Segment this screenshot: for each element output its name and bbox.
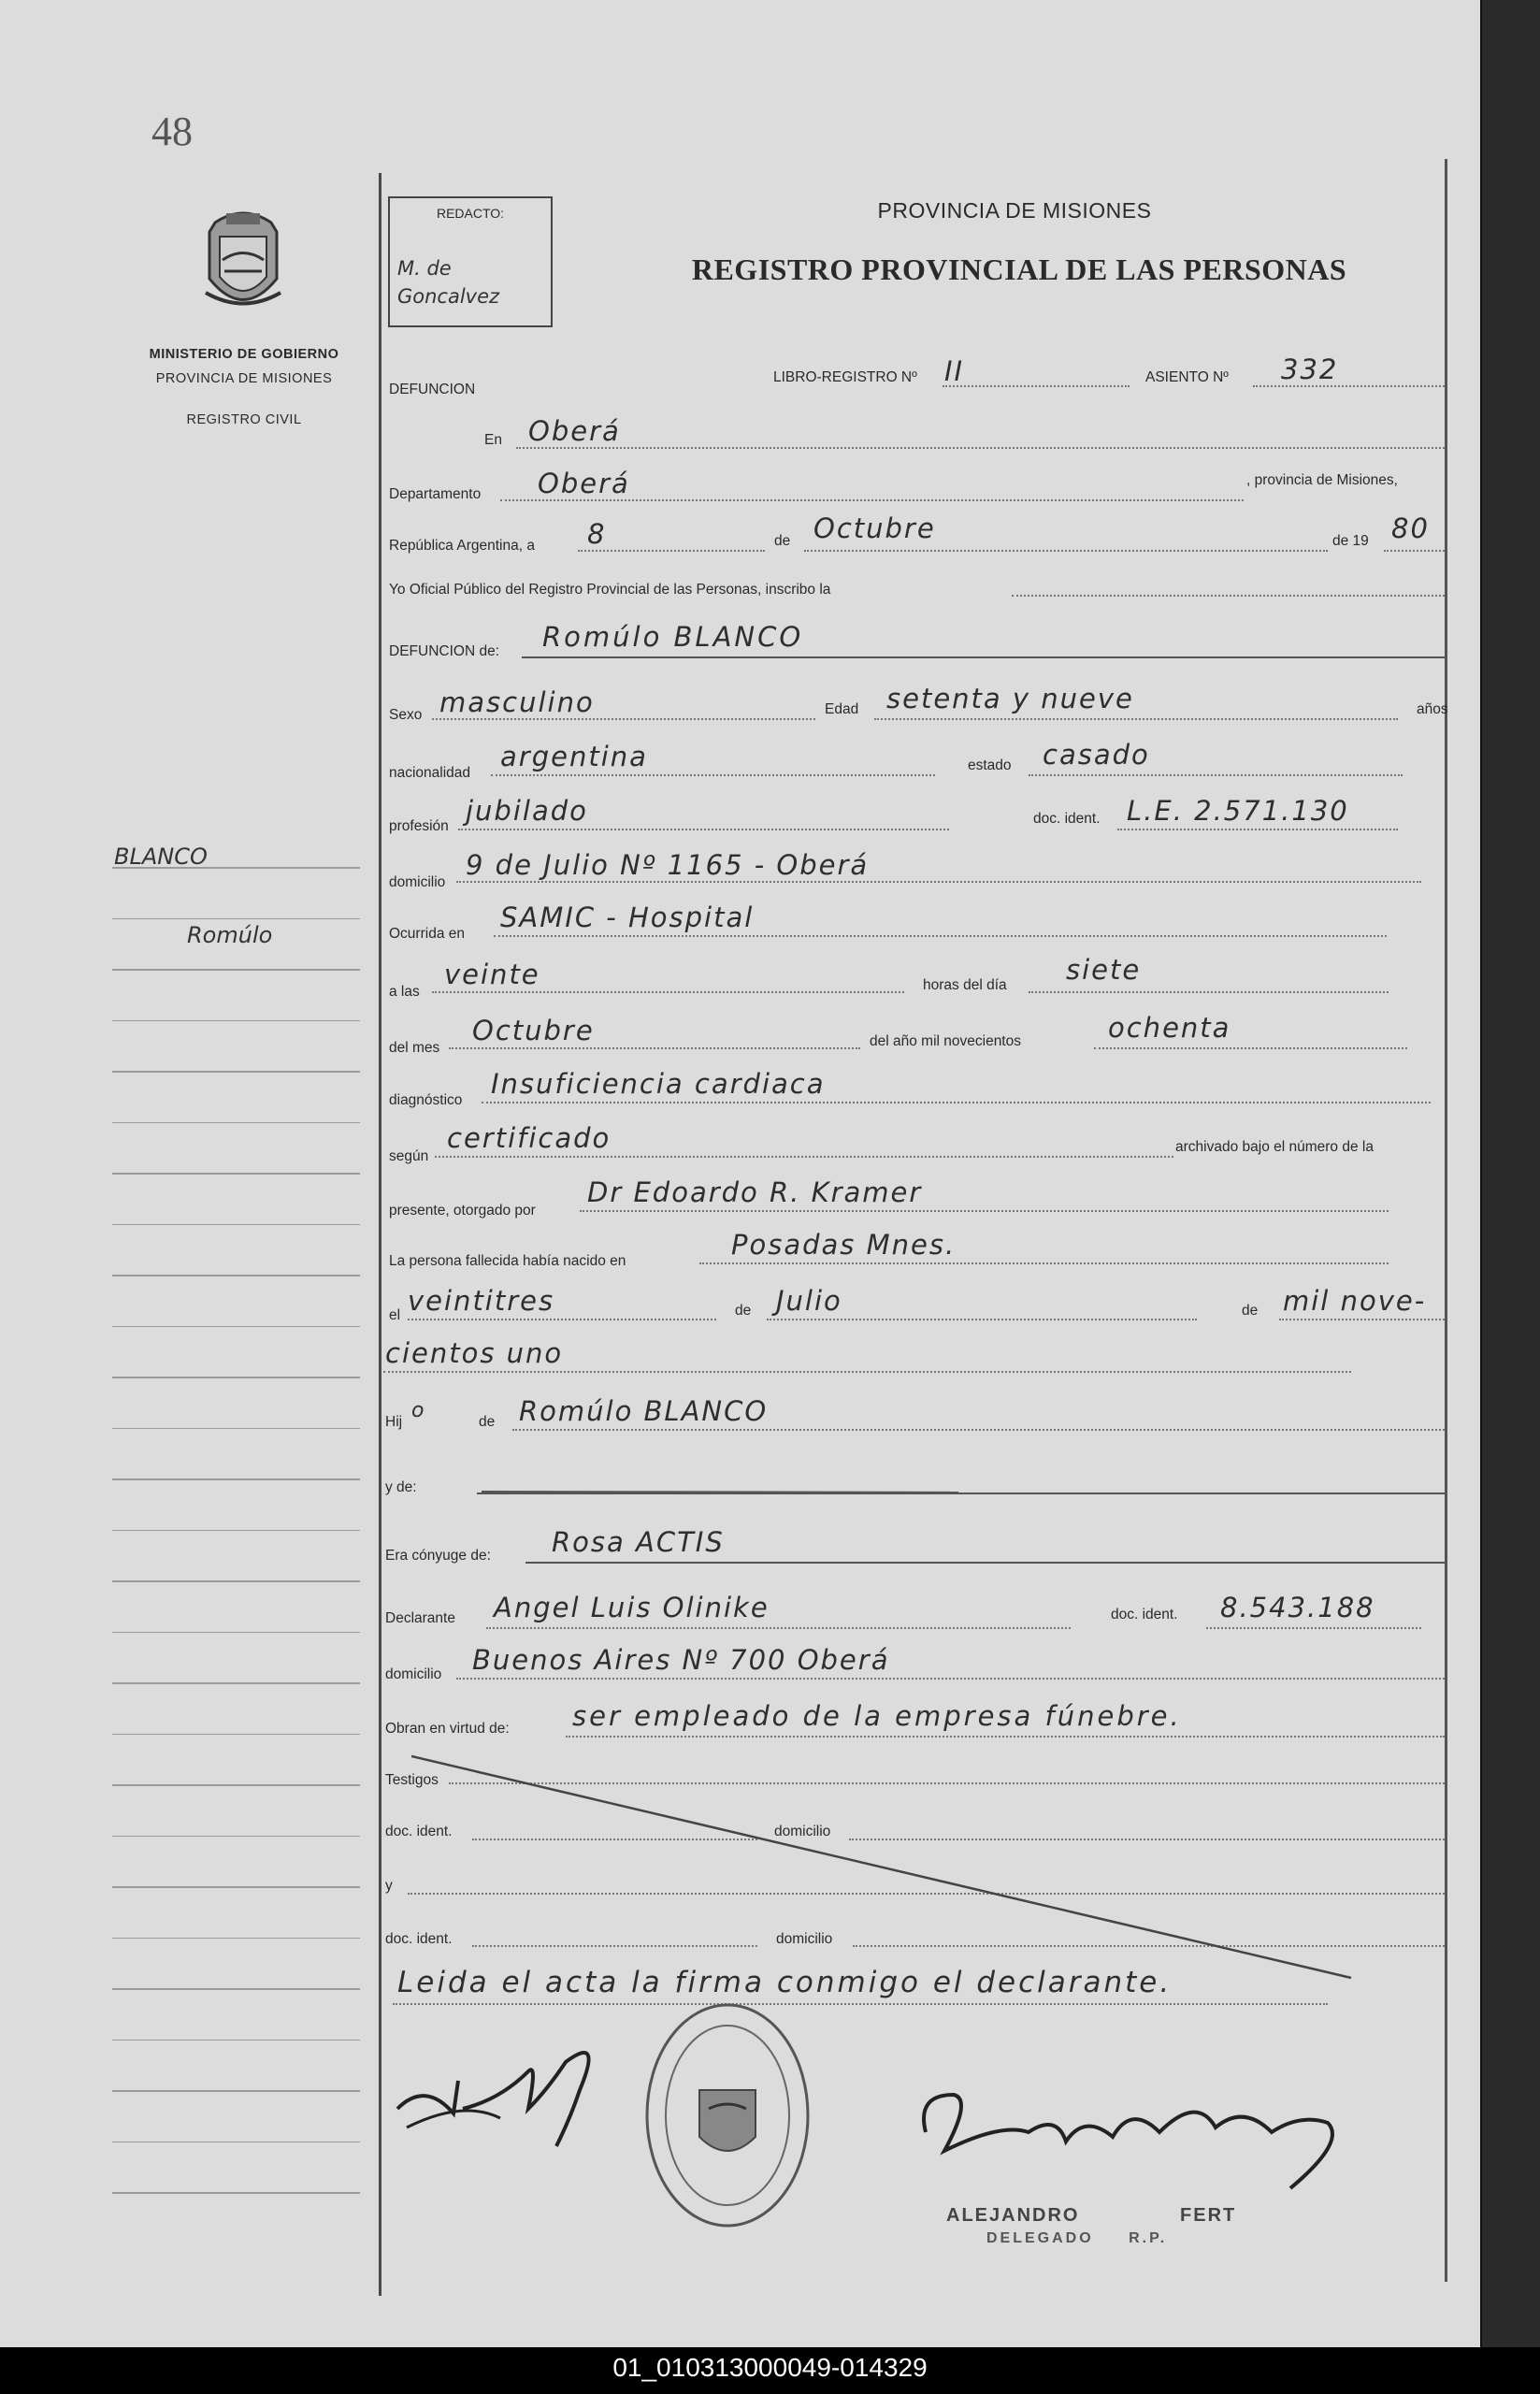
nacido-label: La persona fallecida había nacido en [389,1253,626,1269]
redacto-label: REDACTO: [436,206,505,221]
madre-line [477,1493,1445,1494]
nac-dia-value: veintitres [408,1285,555,1317]
province-line: PROVINCIA DE MISIONES [155,371,333,386]
margin-rule [112,1632,360,1634]
edad-line [874,718,1398,720]
libro-line [943,385,1130,387]
margin-rule [112,1224,360,1226]
mes-muerte-value: Octubre [472,1015,595,1046]
edad-value: setenta y nueve [886,683,1134,714]
y-de-label: y de: [385,1479,417,1495]
el-label: el [389,1307,401,1323]
nac-ano1-value: mil nove- [1283,1285,1427,1317]
dia-value: 8 [587,518,607,550]
stamp-name [946,2205,1274,2227]
form-type-label: DEFUNCION [389,382,476,397]
official-seal-icon [643,2001,812,2230]
nac-mes-value: Julio [776,1285,842,1317]
ocurrida-line [494,935,1387,937]
margin-given-name: Romúlo [187,922,273,948]
hora-value: veinte [444,959,540,990]
departamento-line [500,499,1244,501]
en-value: Oberá [528,415,621,447]
margin-rule [112,2040,360,2041]
footer-id: 01_010313000049-014329 [612,2353,928,2382]
margin-rule [112,1580,360,1582]
del-ano-label: del año mil novecientos [870,1033,1021,1049]
decl-domicilio-value: Buenos Aires Nº 700 Oberá [472,1644,890,1676]
de19-label: de 19 [1332,533,1369,549]
domicilio-line [456,881,1421,883]
stamp-title [986,2230,1267,2247]
margin-divider [379,173,381,2296]
doc-line [1117,829,1398,830]
domicilio-label: domicilio [389,874,446,890]
book-edge [1482,0,1540,2347]
nombre-value: Romúlo BLANCO [542,621,804,653]
estado-value: casado [1043,739,1150,771]
nac-mes-line [767,1319,1197,1320]
republica-label: República Argentina, a [389,538,535,554]
nacionalidad-line [491,774,935,776]
margin-rule [112,1886,360,1888]
nac-ano-line [1279,1319,1445,1320]
asiento-line [1253,385,1445,387]
margin-rule [112,1530,360,1532]
declarante-label: Declarante [385,1610,455,1626]
margin-rule [112,1682,360,1684]
margin-rule [112,1326,360,1328]
nacido-value: Posadas Mnes. [731,1229,957,1261]
stamp-delegado: DELEGADO [986,2230,1094,2246]
y-label: y [385,1878,393,1894]
margin-rule [112,2192,360,2194]
margin-rule [112,1173,360,1175]
ano-line [1384,550,1445,552]
provincia-label: , provincia de Misiones, [1246,472,1398,488]
margin-rule [112,1734,360,1736]
nac-dia-line [408,1319,716,1320]
page-number: 48 [151,108,193,154]
margin-rule [112,1122,360,1124]
testigo2-doc-label: doc. ident. [385,1931,453,1947]
nac-ano2-line [383,1371,1351,1373]
diagnostico-label: diagnóstico [389,1092,463,1108]
ocurrida-value: SAMIC - Hospital [500,901,755,933]
estado-line [1029,774,1403,776]
coat-of-arms-icon [187,204,299,325]
official-signature [907,2076,1356,2198]
padre-value: Romúlo BLANCO [519,1395,769,1427]
obran-label: Obran en virtud de: [385,1721,510,1737]
conyuge-line [525,1562,1445,1564]
departamento-value: Oberá [538,468,630,499]
page-inner-edge [1445,159,1447,2282]
nac-ano2-value: cientos uno [385,1337,564,1369]
yo-oficial-line [1012,595,1445,597]
margin-rule [112,1784,360,1786]
testigo1-doc-label: doc. ident. [385,1824,453,1839]
margin-rule [112,1377,360,1378]
ano-value: 80 [1391,512,1430,544]
testigos-strike-line [411,1749,1356,1983]
margin-rule [112,1275,360,1276]
doc-value: L.E. 2.571.130 [1127,795,1349,827]
margin-rule [112,969,360,971]
closing-line [393,2003,1328,2005]
profesion-line [458,829,949,830]
padre-line [512,1429,1445,1431]
obran-value: ser empleado de la empresa fúnebre. [572,1700,1182,1732]
mes-muerte-line [449,1047,860,1049]
domicilio-value: 9 de Julio Nº 1165 - Oberá [466,849,870,881]
en-line [516,447,1445,449]
presente-label: presente, otorgado por [389,1203,536,1219]
departamento-label: Departamento [389,486,482,502]
decl-doc-label: doc. ident. [1111,1607,1178,1622]
doc-ident-label: doc. ident. [1033,811,1101,827]
nacionalidad-value: argentina [500,741,648,772]
margin-rule [112,1938,360,1940]
sexo-value: masculino [439,686,595,718]
sexo-line [432,718,815,720]
redacto-box [388,196,553,327]
margin-ruled-lines [112,846,360,2212]
hijo-suffix-value: o [411,1399,426,1422]
conyuge-label: Era cónyuge de: [385,1548,491,1564]
testigo2-domicilio-label: domicilio [776,1931,833,1947]
margin-rule [112,1988,360,1990]
hora-line [432,991,904,993]
otorgado-line [580,1210,1389,1212]
margin-rule [112,2142,360,2143]
asiento-value: 332 [1281,353,1339,385]
ministry-line: MINISTERIO DE GOBIERNO [149,347,339,362]
del-mes-label: del mes [389,1040,440,1056]
decl-domicilio-line [456,1678,1445,1680]
ano-muerte-value: ochenta [1108,1012,1231,1044]
edad-label: Edad [825,701,859,717]
de-label: de [774,533,791,549]
asiento-label: ASIENTO Nº [1145,369,1229,385]
segun-value: certificado [447,1122,612,1154]
dia-line [578,550,765,552]
registry-title: REGISTRO PROVINCIAL DE LAS PERSONAS [691,252,1347,286]
diagnostico-value: Insuficiencia cardiaca [491,1068,826,1100]
ano-muerte-line [1094,1047,1407,1049]
redacto-value: M. de Goncalvez [397,257,500,308]
diagnostico-line [482,1102,1431,1103]
dia-texto-line [1029,991,1389,993]
testigos-label: Testigos [385,1772,439,1788]
declarante-value: Angel Luis Olinike [494,1592,770,1623]
dia-texto-value: siete [1066,954,1142,986]
margin-rule [112,1428,360,1430]
testigo1-domicilio-label: domicilio [774,1824,831,1839]
stamp-first-name: ALEJANDRO [946,2205,1080,2226]
decl-domicilio-label: domicilio [385,1666,442,1682]
margin-rule [112,1020,360,1022]
profesion-label: profesión [389,818,449,834]
declarante-signature [388,2025,631,2160]
defuncion-de-label: DEFUNCION de: [389,643,499,659]
anos-label: años [1417,701,1448,717]
segun-line [435,1156,1173,1158]
obran-line [566,1736,1445,1738]
decl-doc-value: 8.543.188 [1220,1592,1375,1623]
segun-label: según [389,1148,429,1164]
registry-line: REGISTRO CIVIL [186,412,302,427]
otorgado-value: Dr Edoardo R. Kramer [587,1176,923,1208]
hij-label: Hij [385,1414,403,1430]
margin-rule [112,1836,360,1838]
margin-surname: BLANCO [114,844,208,870]
profesion-value: jubilado [466,795,588,827]
libro-value: II [944,355,965,387]
margin-rule [112,918,360,920]
nacido-line [699,1262,1389,1264]
closing-statement: Leida el acta la firma conmigo el declarante. [397,1966,1173,1999]
nac-de-label: de [735,1303,752,1319]
ministry-block [122,342,367,432]
yo-oficial-label: Yo Oficial Público del Registro Provincial de las Personas, inscribo la [389,582,831,598]
conyuge-value: Rosa ACTIS [552,1526,725,1558]
nac-de2-label: de [1242,1303,1259,1319]
stamp-last-name: FERT [1180,2205,1237,2226]
sexo-label: Sexo [389,707,423,723]
ocurrida-label: Ocurrida en [389,926,465,942]
libro-label: LIBRO-REGISTRO Nº [773,369,917,385]
margin-rule [112,2090,360,2092]
archivado-label: archivado bajo el número de la [1175,1139,1374,1155]
a-las-label: a las [389,984,420,1000]
decl-doc-line [1206,1627,1421,1629]
stamp-rp: R.P. [1129,2230,1168,2246]
en-label: En [484,432,502,448]
nombre-line [522,656,1445,658]
declarante-line [486,1627,1071,1629]
estado-label: estado [968,757,1012,773]
mes-value: Octubre [813,512,936,544]
province-header: PROVINCIA DE MISIONES [877,198,1152,223]
hij-de-label: de [479,1414,496,1430]
nacionalidad-label: nacionalidad [389,765,471,781]
horas-dia-label: horas del día [923,977,1007,993]
margin-rule [112,1478,360,1480]
mes-line [804,550,1328,552]
margin-rule [112,1071,360,1073]
